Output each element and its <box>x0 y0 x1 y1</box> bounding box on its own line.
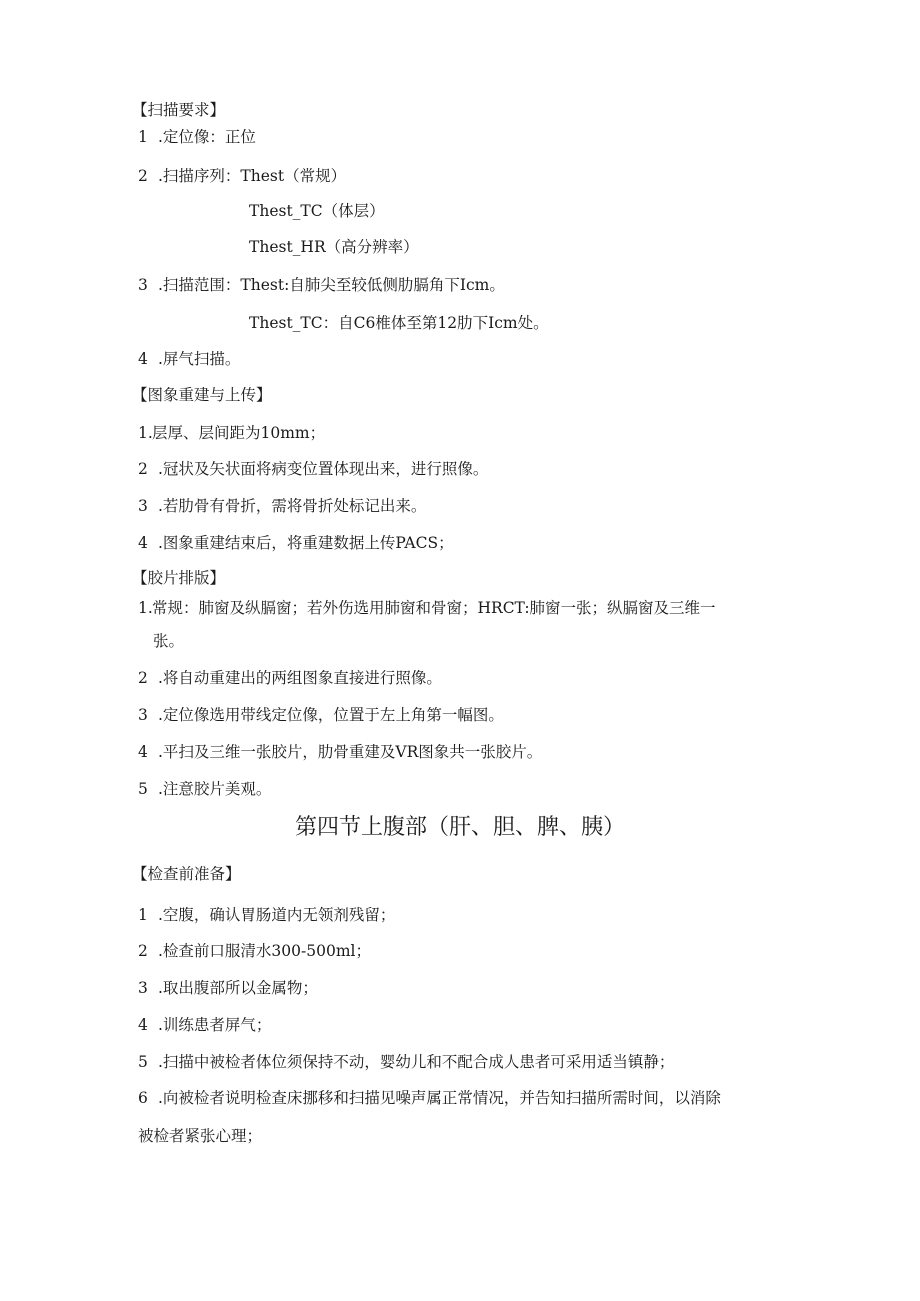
item-text: .训练患者屏气； <box>158 1016 272 1034</box>
item-number: 4 <box>138 350 148 368</box>
item-text: .注意胶片美观。 <box>158 780 272 798</box>
list-item <box>138 905 395 925</box>
item-text: .定位像选用带线定位像，位置于左上角第一幅图。 <box>158 706 504 724</box>
list-item <box>138 459 488 479</box>
section-heading-film-layout: 【胶片排版】 <box>132 569 226 587</box>
item-number: 2 <box>138 669 148 687</box>
item-text: .屏气扫描。 <box>158 350 241 368</box>
list-item <box>138 496 426 516</box>
item-number: 1 <box>138 906 148 924</box>
item-text: .扫描中被检者体位须保持不动，婴幼儿和不配合成人患者可采用适当镇静； <box>158 1053 675 1071</box>
list-item-continuation <box>249 201 385 221</box>
item-text: 层厚、层间距为10mm； <box>152 424 326 442</box>
item-number: 3 <box>138 706 148 724</box>
item-text: .检查前口服清水300-500ml； <box>158 942 371 960</box>
item-text: .扫描序列：Thest（常规） <box>158 167 347 185</box>
item-text: 被检者紧张心理； <box>138 1127 263 1145</box>
section-heading-scan-requirements: 【扫描要求】 <box>132 101 226 119</box>
list-item-continuation <box>138 1126 262 1146</box>
item-number: 4 <box>138 743 148 761</box>
item-number: 5 <box>138 1053 148 1071</box>
item-number: 4 <box>138 534 148 552</box>
list-item <box>138 1088 721 1108</box>
section-heading-pre-exam: 【检查前准备】 <box>132 865 241 883</box>
item-number: 3 <box>138 497 148 515</box>
item-text: Thest_HR（高分辨率） <box>249 238 419 256</box>
list-item <box>138 742 542 762</box>
list-item <box>138 941 371 961</box>
list-item <box>138 1015 271 1035</box>
list-item <box>138 705 504 725</box>
list-item <box>138 1052 674 1072</box>
list-item <box>138 598 716 618</box>
list-item <box>138 349 240 369</box>
item-text: Thest_TC（体层） <box>249 202 385 220</box>
list-item <box>138 668 442 688</box>
list-item <box>138 275 505 295</box>
item-text: .图象重建结束后，将重建数据上传PACS； <box>158 534 454 552</box>
item-text: .冠状及矢状面将病变位置体现出来，进行照像。 <box>158 460 489 478</box>
item-number: 1. <box>138 424 153 442</box>
list-item-continuation <box>249 237 419 257</box>
item-text: Thest_TC：自C6椎体至第12肋下Icm处。 <box>249 314 549 332</box>
item-text: .向被检者说明检查床挪移和扫描见噪声属正常情况，并告知扫描所需时间，以消除 <box>158 1089 721 1107</box>
list-item-continuation <box>249 313 549 333</box>
item-number: 4 <box>138 1016 148 1034</box>
list-item <box>138 533 454 553</box>
list-item-continuation <box>153 631 184 651</box>
item-text: .将自动重建出的两组图象直接进行照像。 <box>158 669 442 687</box>
item-text: .取出腹部所以金属物； <box>158 979 318 997</box>
item-text: 张。 <box>153 632 185 650</box>
list-item <box>138 127 256 147</box>
item-number: 1 <box>138 128 148 146</box>
item-number: 2 <box>138 167 148 185</box>
item-number: 2 <box>138 460 148 478</box>
list-item <box>138 423 325 443</box>
item-number: 5 <box>138 780 148 798</box>
item-text: .平扫及三维一张胶片，肋骨重建及VR图象共一张胶片。 <box>158 743 543 761</box>
list-item <box>138 166 346 186</box>
section-heading-image-reconstruction: 【图象重建与上传】 <box>132 386 272 404</box>
item-number: 1. <box>138 599 153 617</box>
item-text: 常规：肺窗及纵膈窗；若外伤选用肺窗和骨窗；HRCT:肺窗一张；纵膈窗及三维一 <box>152 599 716 617</box>
item-text: .空腹，确认胃肠道内无领剂残留； <box>158 906 396 924</box>
list-item <box>138 978 318 998</box>
item-number: 3 <box>138 979 148 997</box>
item-number: 2 <box>138 942 148 960</box>
section-title: 第四节上腹部（肝、胆、脾、胰） <box>294 815 625 840</box>
item-text: .若肋骨有骨折，需将骨折处标记出来。 <box>158 497 427 515</box>
item-number: 3 <box>138 276 148 294</box>
item-text: .定位像：正位 <box>158 128 256 146</box>
item-number: 6 <box>138 1089 148 1107</box>
item-text: .扫描范围：Thest:自肺尖至较低侧肋膈角下Icm。 <box>158 276 505 294</box>
list-item <box>138 779 271 799</box>
